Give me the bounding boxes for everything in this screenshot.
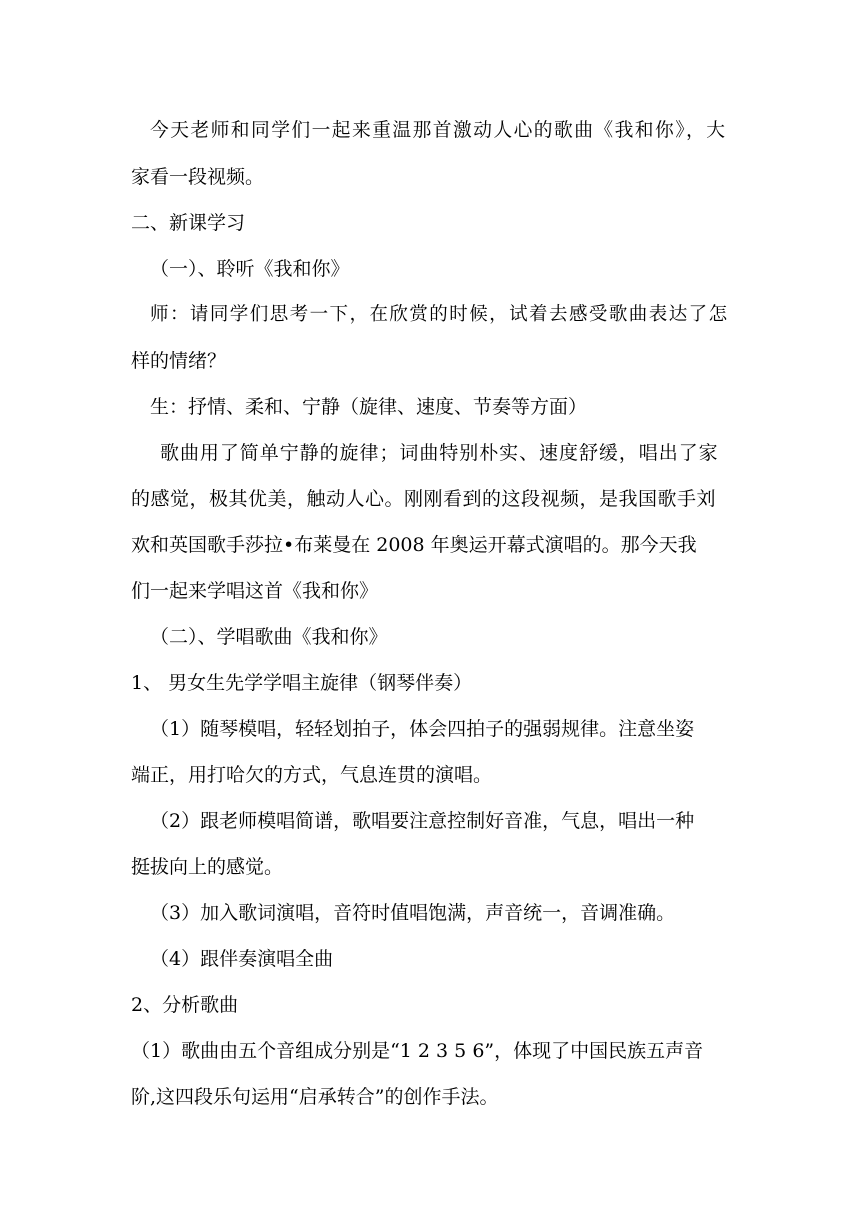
list-item: （3）加入歌词演唱，音符时值唱饱满，声音统一，音调准确。 — [150, 902, 676, 924]
list-item: （4）跟伴奏演唱全曲 — [150, 948, 334, 970]
subsection-heading: （二）、学唱歌曲《我和你》 — [150, 626, 388, 648]
paragraph-line: 挺拔向上的感觉。 — [131, 856, 284, 878]
paragraph-line: 今天老师和同学们一起来重温那首激动人心的歌曲《我和你》，大 — [150, 120, 727, 141]
section-heading: 二、新课学习 — [131, 212, 246, 234]
paragraph-line: 们一起来学唱这首《我和你》 — [131, 580, 379, 602]
paragraph-line: 样的情绪？ — [131, 350, 227, 372]
paragraph-line: 师：请同学们思考一下，在欣赏的时候，试着去感受歌曲表达了怎 — [150, 304, 729, 325]
paragraph-line: 的感觉，极其优美，触动人心。刚刚看到的这段视频，是我国歌手刘 — [131, 488, 717, 510]
paragraph-line: 阶,这四段乐句运用“启承转合”的创作手法。 — [131, 1086, 499, 1108]
list-item: （1）歌曲由五个音组成分别是“1 2 3 5 6”，体现了中国民族五声音 — [131, 1040, 704, 1062]
list-item: 1、 男女生先学学唱主旋律（钢琴伴奏） — [131, 672, 473, 694]
list-item: （2）跟老师模唱简谱，歌唱要注意控制好音准，气息，唱出一种 — [150, 810, 695, 832]
paragraph-line: 欢和英国歌手莎拉•布莱曼在 2008 年奥运开幕式演唱的。那今天我 — [131, 534, 697, 556]
paragraph-line: 歌曲用了简单宁静的旋律；词曲特别朴实、速度舒缓，唱出了家 — [160, 442, 719, 464]
subsection-heading: （一）、聆听《我和你》 — [150, 258, 350, 280]
paragraph-line: 生：抒情、柔和、宁静（旋律、速度、节奏等方面） — [150, 396, 588, 418]
list-item: （1）随琴模唱，轻轻划拍子，体会四拍子的强弱规律。注意坐姿 — [150, 718, 695, 740]
paragraph-line: 端正，用打哈欠的方式，气息连贯的演唱。 — [131, 764, 493, 786]
paragraph-line: 家看一段视频。 — [131, 166, 265, 188]
list-heading: 2、分析歌曲 — [131, 994, 239, 1016]
